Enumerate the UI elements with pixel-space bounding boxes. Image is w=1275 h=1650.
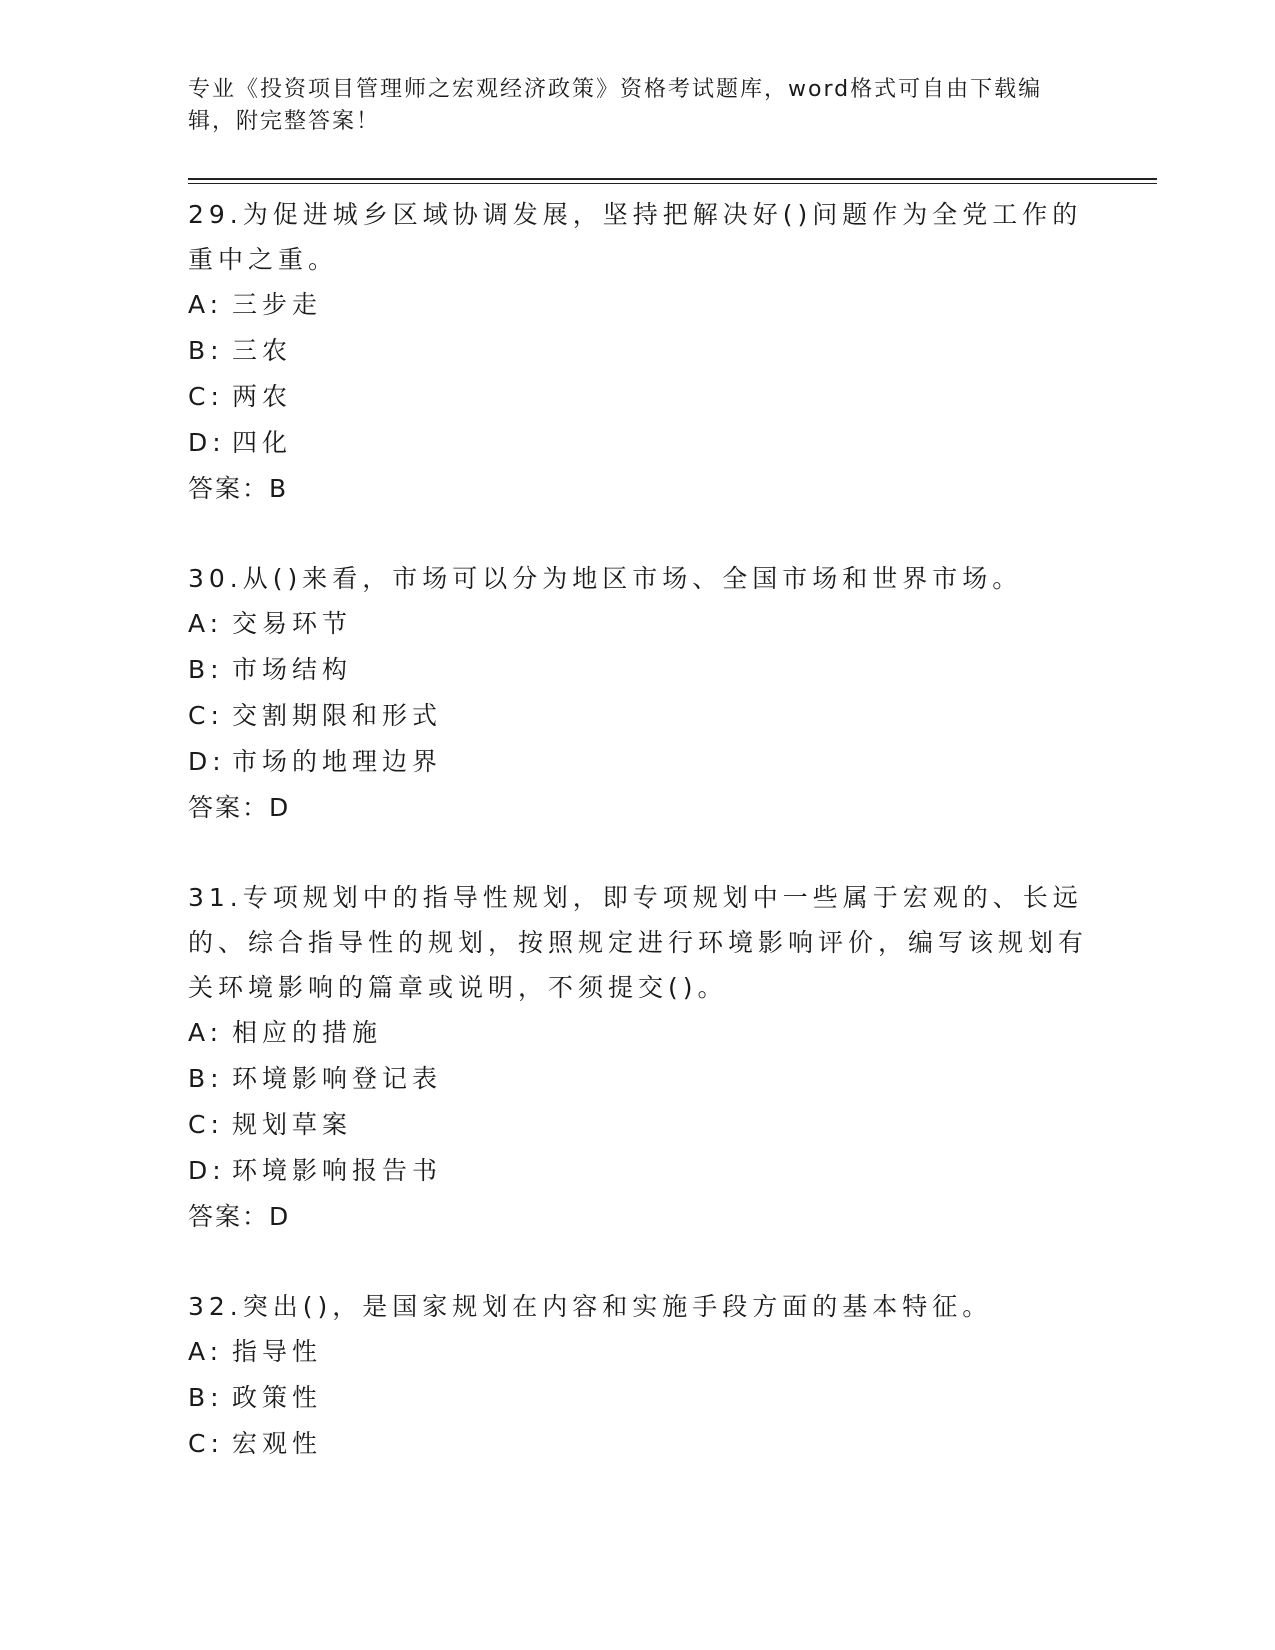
option-a	[188, 1010, 1088, 1056]
option-a	[188, 282, 1088, 328]
question-30	[188, 556, 1088, 831]
option-text: 环境影响登记表	[232, 1064, 443, 1093]
option-text: 交割期限和形式	[232, 701, 443, 730]
question-stem: 32.突出()，是国家规划在内容和实施手段方面的基本特征。	[188, 1292, 993, 1321]
option-text: 规划草案	[232, 1110, 353, 1139]
option-key: C:	[188, 382, 224, 411]
question-stem: 31.专项规划中的指导性规划，即专项规划中一些属于宏观的、长远的、综合指导性的规划，按照规定进行环境影响评价，编写该规划有关环境影响的篇章或说明，不须提交()。	[188, 883, 1089, 1002]
answer-label: 答案：D	[188, 1202, 291, 1231]
option-key: C:	[188, 1429, 224, 1458]
option-d	[188, 739, 1088, 785]
option-text: 三农	[232, 336, 293, 365]
option-key: D:	[188, 428, 226, 457]
option-key: B:	[188, 1383, 224, 1412]
option-c	[188, 693, 1088, 739]
option-key: B:	[188, 336, 224, 365]
option-b	[188, 328, 1088, 374]
option-text: 指导性	[232, 1337, 323, 1366]
option-d	[188, 1148, 1088, 1194]
header-rule-thick	[188, 178, 1157, 180]
option-d	[188, 420, 1088, 466]
answer-label: 答案：D	[188, 793, 291, 822]
option-text: 宏观性	[232, 1429, 323, 1458]
option-key: B:	[188, 655, 224, 684]
option-text: 市场结构	[232, 655, 353, 684]
option-a	[188, 601, 1088, 647]
header-rule-thin	[188, 183, 1157, 184]
option-text: 交易环节	[232, 609, 353, 638]
option-c	[188, 374, 1088, 420]
question-29	[188, 192, 1088, 512]
option-text: 两农	[232, 382, 293, 411]
option-key: D:	[188, 1156, 226, 1185]
page-header: 专业《投资项目管理师之宏观经济政策》资格考试题库，word格式可自由下载编辑，附完整答案！	[188, 77, 1043, 134]
option-c	[188, 1421, 1088, 1467]
option-key: B:	[188, 1064, 224, 1093]
option-text: 市场的地理边界	[232, 747, 443, 776]
question-list	[188, 192, 1088, 1511]
option-text: 三步走	[232, 290, 323, 319]
option-text: 相应的措施	[232, 1018, 383, 1047]
option-key: D:	[188, 747, 226, 776]
question-32	[188, 1284, 1088, 1467]
question-stem: 30.从()来看，市场可以分为地区市场、全国市场和世界市场。	[188, 564, 1023, 593]
option-b	[188, 1375, 1088, 1421]
option-text: 政策性	[232, 1383, 323, 1412]
question-stem: 29.为促进城乡区域协调发展，坚持把解决好()问题作为全党工作的重中之重。	[188, 200, 1083, 274]
option-b	[188, 647, 1088, 693]
question-31	[188, 875, 1088, 1240]
answer-label: 答案：B	[188, 474, 289, 503]
option-text: 环境影响报告书	[232, 1156, 443, 1185]
option-c	[188, 1102, 1088, 1148]
option-a	[188, 1329, 1088, 1375]
option-b	[188, 1056, 1088, 1102]
option-key: C:	[188, 701, 224, 730]
option-text: 四化	[232, 428, 293, 457]
option-key: A:	[188, 290, 224, 319]
option-key: A:	[188, 1337, 224, 1366]
option-key: A:	[188, 1018, 224, 1047]
option-key: A:	[188, 609, 224, 638]
option-key: C:	[188, 1110, 224, 1139]
